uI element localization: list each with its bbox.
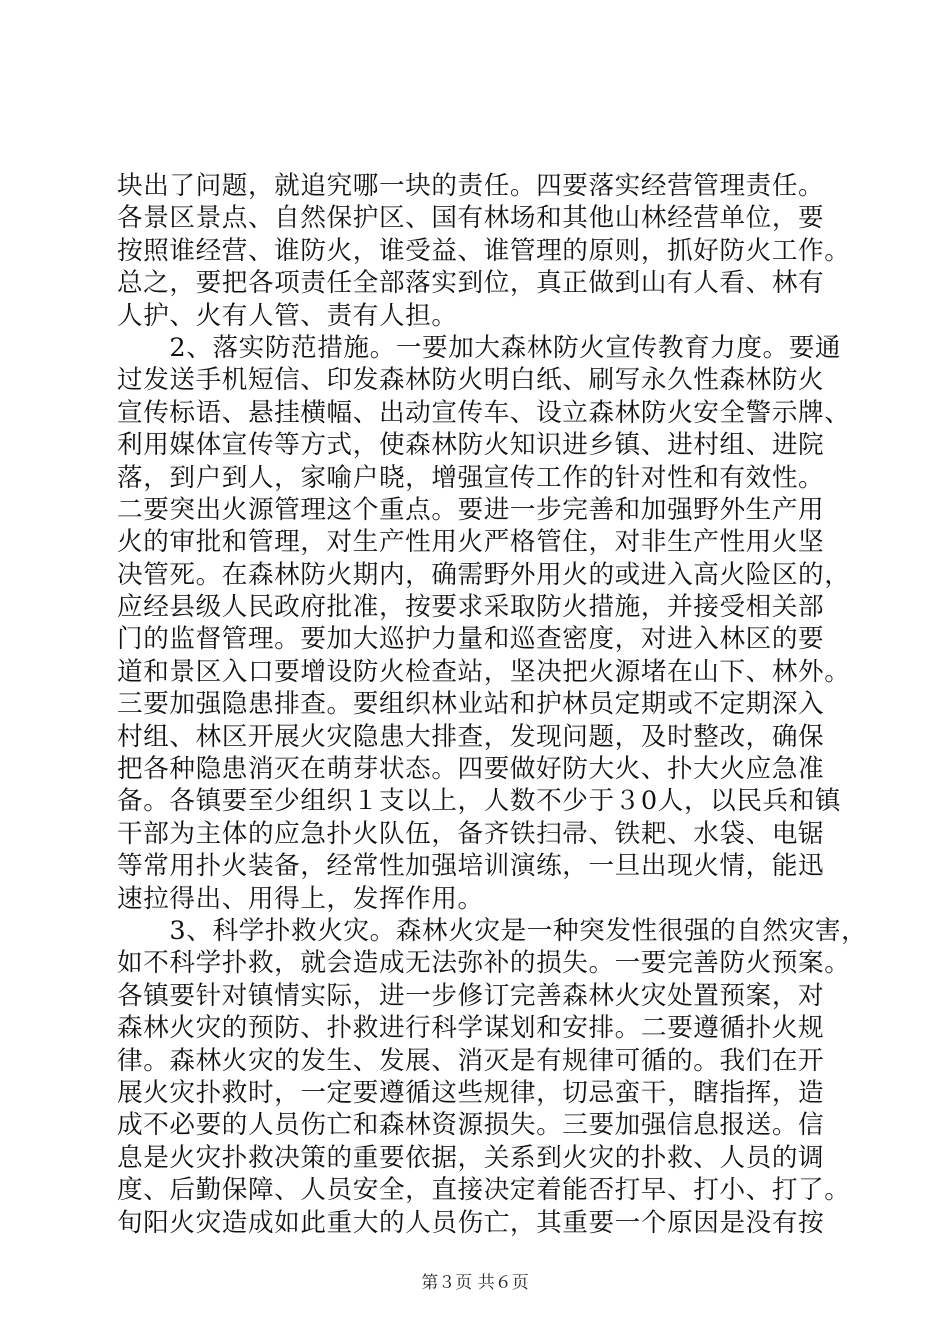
text-line: 展火灾扑救时，一定要遵循这些规律，切忌蛮干，瞎指挥，造 xyxy=(117,1077,825,1108)
text-line: 总之，要把各项责任全部落实到位，真正做到山有人看、林有 xyxy=(117,268,825,299)
text-line: 按照谁经营、谁防火，谁受益、谁管理的原则，抓好防火工作。 xyxy=(117,235,851,266)
text-line: 二要突出火源管理这个重点。要进一步完善和加强野外生产用 xyxy=(117,494,825,525)
text-line: 三要加强隐患排查。要组织林业站和护林员定期或不定期深入 xyxy=(117,689,825,720)
text-line: 各景区景点、自然保护区、国有林场和其他山林经营单位，要 xyxy=(117,203,825,234)
text-line: 道和景区入口要增设防火检查站，坚决把火源堵在山下、林外。 xyxy=(117,656,851,687)
text-line: 速拉得出、用得上，发挥作用。 xyxy=(117,883,484,914)
text-line: 3、科学扑救火灾。森林火灾是一种突发性很强的自然灾害， xyxy=(117,915,868,946)
text-line: 旬阳火灾造成如此重大的人员伤亡，其重要一个原因是没有按 xyxy=(117,1207,825,1238)
text-line: 森林火灾的预防、扑救进行科学谋划和安排。二要遵循扑火规 xyxy=(117,1013,825,1044)
text-line: 村组、林区开展火灾隐患大排查，发现问题，及时整改，确保 xyxy=(117,721,825,752)
text-line: 人护、火有人管、责有人担。 xyxy=(117,300,458,331)
text-line: 等常用扑火装备，经常性加强培训演练，一旦出现火情，能迅 xyxy=(117,851,825,882)
text-line: 律。森林火灾的发生、发展、消灭是有规律可循的。我们在开 xyxy=(117,1045,825,1076)
text-line: 块出了问题，就追究哪一块的责任。四要落实经营管理责任。 xyxy=(117,171,825,201)
text-line: 决管死。在森林防火期内，确需野外用火的或进入高火险区的， xyxy=(117,559,851,590)
text-line: 成不必要的人员伤亡和森林资源损失。三要加强信息报送。信 xyxy=(117,1110,825,1141)
text-line: 息是火灾扑救决策的重要依据，关系到火灾的扑救、人员的调 xyxy=(117,1142,825,1173)
body-text xyxy=(117,170,868,1239)
text-line: 火的审批和管理，对生产性用火严格管住，对非生产性用火坚 xyxy=(117,527,825,558)
text-line: 利用媒体宣传等方式，使森林防火知识进乡镇、进村组、进院 xyxy=(117,430,825,461)
text-line: 如不科学扑救，就会造成无法弥补的损失。一要完善防火预案。 xyxy=(117,948,851,979)
text-line: 宣传标语、悬挂横幅、出动宣传车、设立森林防火安全警示牌、 xyxy=(117,397,851,428)
page-footer: 第３页 共６页 xyxy=(421,1273,529,1293)
text-line: 门的监督管理。要加大巡护力量和巡查密度，对进入林区的要 xyxy=(117,624,825,655)
text-line: 干部为主体的应急扑火队伍，备齐铁扫帚、铁耙、水袋、电锯 xyxy=(117,818,825,849)
text-line: 落，到户到人，家喻户晓，增强宣传工作的针对性和有效性。 xyxy=(117,462,825,493)
text-line: 应经县级人民政府批准，按要求采取防火措施，并接受相关部 xyxy=(117,592,825,623)
text-line: 备。各镇要至少组织１支以上，人数不少于３0人，以民兵和镇 xyxy=(117,786,842,817)
text-line: 把各种隐患消灭在萌芽状态。四要做好防大火、扑大火应急准 xyxy=(117,754,825,785)
text-line: 度、后勤保障、人员安全，直接决定着能否打早、打小、打了。 xyxy=(117,1175,851,1206)
text-line: 2、落实防范措施。一要加大森林防火宣传教育力度。要通 xyxy=(117,332,842,363)
text-line: 各镇要针对镇情实际，进一步修订完善森林火灾处置预案，对 xyxy=(117,980,825,1011)
text-line: 过发送手机短信、印发森林防火明白纸、刷写永久性森林防火 xyxy=(117,365,825,396)
